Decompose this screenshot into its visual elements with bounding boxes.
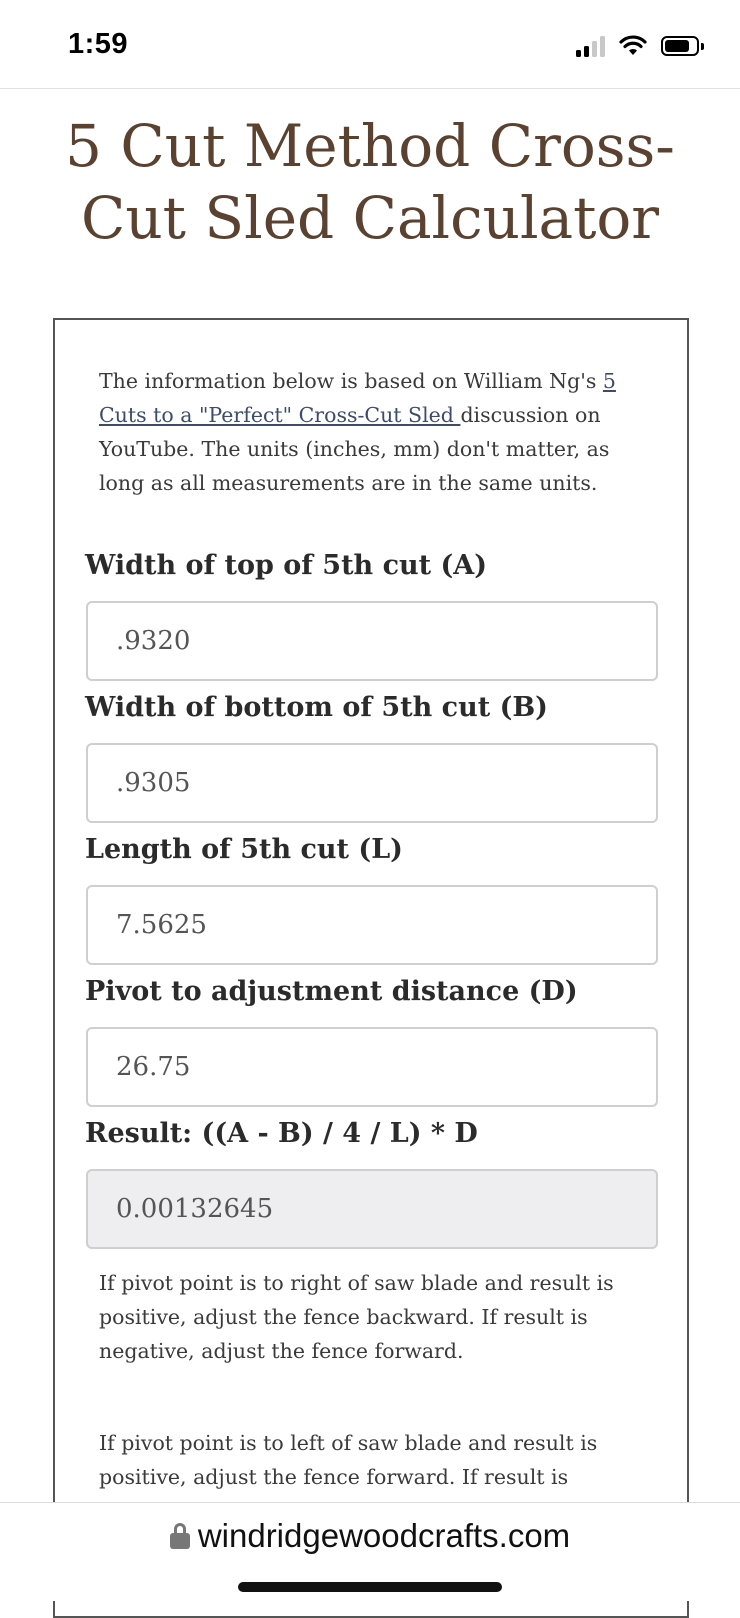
note-left-pivot: If pivot point is to left of saw blade and result is positive, adjust the fence forward. If result is (99, 1431, 598, 1489)
cellular-signal-icon (576, 35, 605, 57)
pivot-distance-input[interactable] (86, 1027, 658, 1107)
result-output (86, 1169, 658, 1249)
field-label-b: Width of bottom of 5th cut (B) (85, 692, 548, 723)
wifi-icon (619, 35, 647, 57)
intro-text (99, 364, 639, 500)
intro-text-before: The information below is based on William Ng's (99, 369, 603, 393)
home-indicator[interactable] (238, 1582, 502, 1592)
lock-icon (170, 1523, 190, 1549)
battery-icon (661, 36, 704, 56)
result-label: Result: ((A - B) / 4 / L) * D (85, 1118, 478, 1149)
top-width-input[interactable] (86, 601, 658, 681)
field-label-a: Width of top of 5th cut (A) (85, 550, 488, 581)
status-time: 1:59 (68, 28, 129, 60)
youtube-video-link[interactable]: 5 Cuts to a "Perfect" Cross-Cut Sled (99, 369, 616, 427)
note-right-pivot: If pivot point is to right of saw blade and result is positive, adjust the fence backward. If result is negative, adjust the fence forward. (99, 1271, 614, 1363)
page-title: 5 Cut Method Cross-Cut Sled Calculator (65, 112, 675, 252)
url-text: windridgewoodcrafts.com (197, 1517, 571, 1554)
field-label-l: Length of 5th cut (L) (85, 834, 403, 865)
intro-text-after: discussion on YouTube. The units (inches, mm) don't matter, as long as all measurements are in the same units. (99, 403, 610, 495)
cut-length-input[interactable] (86, 885, 658, 965)
field-label-d: Pivot to adjustment distance (D) (85, 976, 578, 1007)
bottom-width-input[interactable] (86, 743, 658, 823)
address-field[interactable] (0, 1517, 740, 1555)
calculator-card (53, 318, 689, 1618)
status-icons (576, 32, 704, 60)
status-bar (0, 0, 740, 89)
